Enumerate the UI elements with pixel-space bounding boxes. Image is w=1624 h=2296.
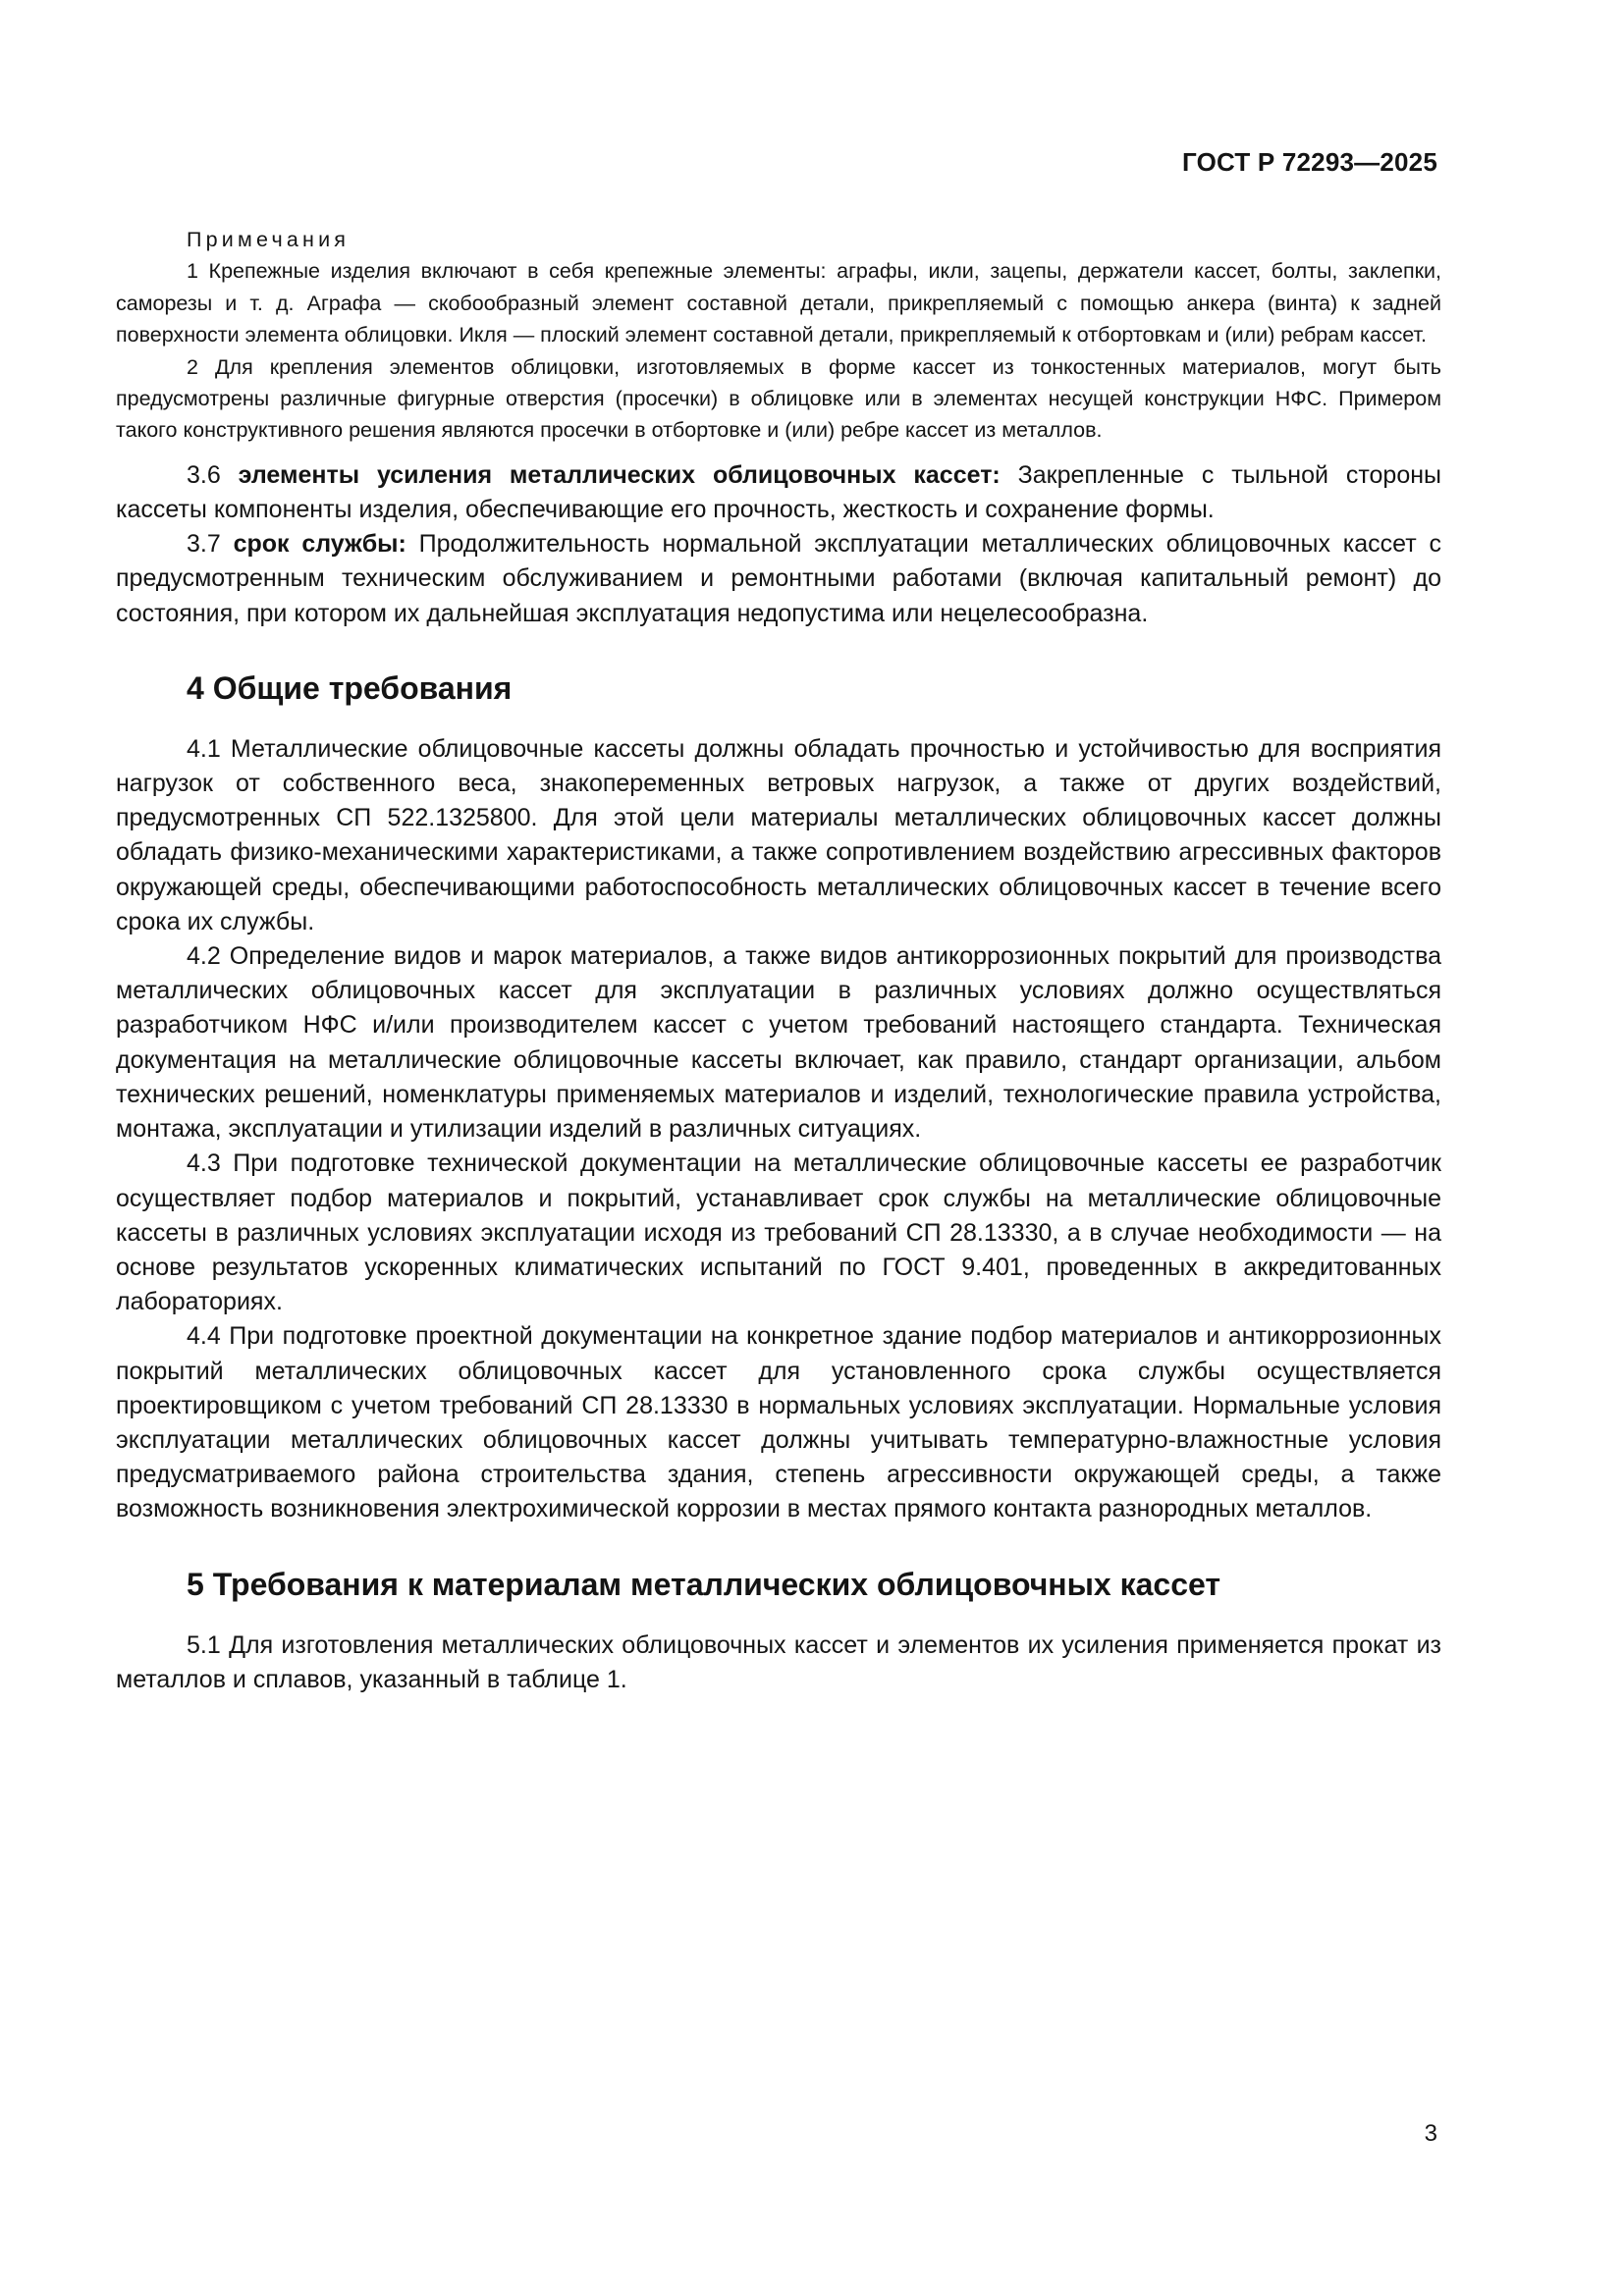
- document-code: ГОСТ Р 72293—2025: [1182, 147, 1437, 177]
- note-1: 1 Крепежные изделия включают в себя крепежные элементы: аграфы, икли, зацепы, держатели кассет, болты, заклепки, саморезы и т. д. Аграфа — скобообразный элемент составной детали, прикрепляемый с помощью анкера (винта) к задней поверхности элемента облицовки. Икля — плоский элемент составной детали, прикрепляемый к отбортовкам и (или) ребрам кассет.: [116, 259, 1441, 347]
- term-number: 3.6: [187, 460, 221, 489]
- term-name: срок службы:: [233, 530, 406, 559]
- paragraph-5-1: 5.1 Для изготовления металлических облицовочных кассет и элементов их усиления применяется прокат из металлов и сплавов, указанный в таблице 1.: [116, 1630, 1441, 1693]
- page-number: 3: [1424, 2120, 1437, 2147]
- paragraph-4-4: 4.4 При подготовке проектной документации на конкретное здание подбор материалов и антикоррозионных покрытий металлических облицовочных кассет для установленного срока службы осуществляется проектировщиком с учетом требований СП 28.13330 в нормальных условиях эксплуатации. Нормальные условия эксплуатации металлических облицовочных кассет должны учитывать температурно-влажностные условия предусматриваемого района строительства здания, степень агрессивности окружающей среды, а также возможность возникновения электрохимической коррозии в местах прямого контакта разнородных металлов.: [116, 1322, 1441, 1523]
- term-definition: Продолжительность нормальной эксплуатации металлических облицовочных кассет с предусмотренным техническим обслуживанием и ремонтными работами (включая капитальный ремонт) до состояния, при котором их дальнейшая эксплуатация недопустима или нецелесообразна.: [116, 530, 1441, 627]
- term-name: элементы усиления металлических облицовочных кассет:: [238, 460, 1001, 489]
- term-3-6: [116, 458, 1441, 527]
- notes-block: [116, 224, 1441, 447]
- term-3-7: [116, 527, 1441, 631]
- page-content: [116, 224, 1441, 1697]
- term-definition: Закрепленные с тыльной стороны кассеты компоненты изделия, обеспечивающие его прочность, жесткость и сохранение формы.: [116, 460, 1441, 524]
- paragraph-4-2: 4.2 Определение видов и марок материалов, а также видов антикоррозионных покрытий для производства металлических облицовочных кассет для эксплуатации в различных условиях должно осуществляться разработчиком НФС и/или производителем кассет с учетом требований настоящего стандарта. Техническая документация на металлические облицовочные кассеты включает, как правило, стандарт организации, альбом технических решений, номенклатуры применяемых материалов и изделий, технологические правила устройства, монтажа, эксплуатации и утилизации изделий в различных ситуациях.: [116, 942, 1441, 1144]
- note-2: 2 Для крепления элементов облицовки, изготовляемых в форме кассет из тонкостенных материалов, могут быть предусмотрены различные фигурные отверстия (просечки) в облицовке или в элементах несущей конструкции НФС. Примером такого конструктивного решения являются просечки в отбортовке и (или) ребре кассет из металлов.: [116, 354, 1441, 443]
- paragraph-4-1: 4.1 Металлические облицовочные кассеты должны обладать прочностью и устойчивостью для восприятия нагрузок от собственного веса, знакопеременных ветровых нагрузок, а также от других воздействий, предусмотренных СП 522.1325800. Для этой цели материалы металлических облицовочных кассет должны обладать физико-механическими характеристиками, а также сопротивлением воздействию агрессивных факторов окружающей среды, обеспечивающими работоспособность металлических облицовочных кассет в течение всего срока их службы.: [116, 734, 1441, 935]
- notes-title: Примечания: [187, 228, 351, 251]
- section-5-heading: 5 Требования к материалам металлических облицовочных кассет: [187, 1566, 1221, 1602]
- section-4-heading: 4 Общие требования: [187, 669, 513, 706]
- paragraph-4-3: 4.3 При подготовке технической документации на металлические облицовочные кассеты ее разработчик осуществляет подбор материалов и покрытий, устанавливает срок службы на металлические облицовочные кассеты в различных условиях эксплуатации исходя из требований СП 28.13330, а в случае необходимости — на основе результатов ускоренных климатических испытаний по ГОСТ 9.401, проведенных в аккредитованных лабораториях.: [116, 1149, 1441, 1316]
- term-number: 3.7: [187, 530, 221, 559]
